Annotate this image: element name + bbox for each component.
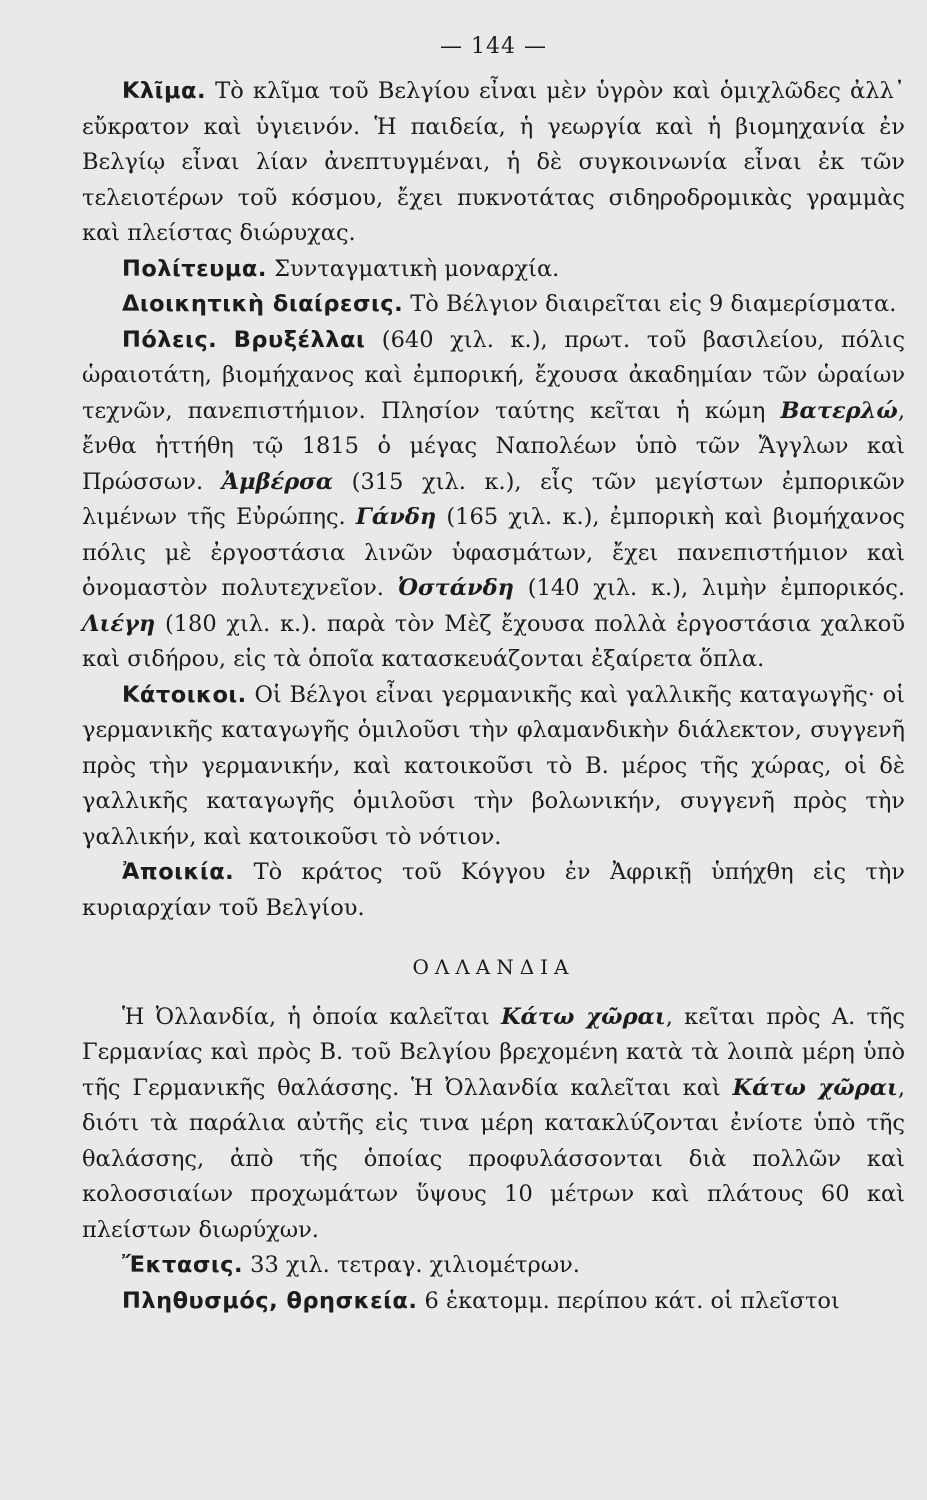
- text-waterloo: , ἔνθα ἡττήθη τῷ 1815 ὁ μέγας Ναπολέων ὑπὸ τῶν Ἄγγλων καὶ Πρώσσων.: [82, 397, 905, 495]
- heading-poleis: Πόλεις.: [122, 326, 218, 353]
- heading-ektasis: Ἔκτασις.: [122, 1252, 243, 1278]
- city-ghent: Γάνδη: [355, 504, 437, 530]
- paragraph-plithysmos: [82, 1284, 905, 1320]
- heading-apoikia: Ἀποικία.: [122, 859, 235, 885]
- text-bruxelles: (640 χιλ. κ.), πρωτ. τοῦ βασιλείου, πόλις ὡραιοτάτη, βιομήχανος καὶ ἐμπορική, ἔχουσα ἀκαδημίαν τῶν ὡραίων τεχνῶν, πανεπιστήμιον. Πλησίον ταύτης κεῖται ἡ κώμη: [82, 326, 906, 424]
- text-antwerp: (315 χιλ. κ.), εἷς τῶν μεγίστων ἐμπορικῶν λιμένων τῆς Εὐρώπης.: [82, 468, 905, 530]
- paragraph-dioikitiki: [82, 287, 905, 323]
- paragraph-katoikoi: [82, 678, 905, 856]
- text-dioikitiki: Τὸ Βέλγιον διαιρεῖται εἰς 9 διαμερίσματα.: [403, 291, 897, 317]
- heading-dioikitiki: Διοικητικὴ διαίρεσις.: [122, 291, 404, 317]
- text-apoikia: Τὸ κράτος τοῦ Κόγγου ἐν Ἀφρικῇ ὑπήχθη εἰς τὴν κυριαρχίαν τοῦ Βελγίου.: [82, 859, 905, 921]
- city-waterloo: Βατερλώ: [780, 397, 898, 424]
- term-kato-chorai-2: Κάτω χῶραι: [732, 1074, 898, 1101]
- text-ghent: (165 χιλ. κ.), ἐμπορικὴ καὶ βιομήχανος πόλις μὲ ἐργοστάσια λινῶν ὑφασμάτων, ἔχει πανεπιστήμιον καὶ ὀνομαστὸν πολυτεχνεῖον.: [82, 504, 906, 601]
- paragraph-hollandia-intro: [82, 1000, 905, 1249]
- text-ektasis: 33 χιλ. τετραγ. χιλιομέτρων.: [243, 1252, 580, 1278]
- city-ostend: Ὀστάνδη: [397, 575, 515, 601]
- paragraph-politeuma: [82, 252, 905, 288]
- section-title-hollandia: ΟΛΛΑΝΔΙΑ: [412, 955, 575, 979]
- paragraph-ektasis: [82, 1248, 905, 1284]
- heading-politeuma: Πολίτευμα.: [122, 255, 267, 282]
- text-katoikoi: Οἱ Βέλγοι εἶναι γερμανικῆς καὶ γαλλικῆς καταγωγῆς· οἱ γερμανικῆς καταγωγῆς ὁμιλοῦσι τὴν φλαμανδικὴν διάλεκτον, συγγενῆ πρὸς τὴν γερμανικήν, καὶ κατοικοῦσι τὸ Β. μέρος τῆς χώρας, οἱ δὲ γαλλικῆς καταγωγῆς ὁμιλοῦσι τὴν βολωνικήν, συγγενῆ πρὸς τὴν γαλλικήν, καὶ κατοικοῦσι τὸ νότιον.: [82, 681, 905, 850]
- text-ostend: (140 χιλ. κ.), λιμὴν ἐμπορικός.: [514, 575, 905, 601]
- text-intro-3: , διότι τὰ παράλια αὐτῆς εἰς τινα μέρη κατακλύζονται ἐνίοτε ὑπὸ τῆς θαλάσσης, ἀπὸ τῆς ὁποίας προφυλάσσονται διὰ πολλῶν καὶ κολοσσιαίων προχωμάτων ὕψους 10 μέτρων καὶ πλάτους 60 καὶ πλείστων διωρύχων.: [82, 1074, 905, 1243]
- text-intro-2: , κεῖται πρὸς Α. τῆς Γερμανίας καὶ πρὸς Β. τοῦ Βελγίου βρεχομένη κατὰ τὰ λοιπὰ μέρη ὑπὸ τῆς Γερμανικῆς θαλάσσης. Ἡ Ὀλλανδία καλεῖται καὶ: [82, 1003, 906, 1101]
- text-liege: (180 χιλ. κ.). παρὰ τὸν Μὲζ ἔχουσα πολλὰ ἐργοστάσια χαλκοῦ καὶ σιδήρου, εἰς τὰ ὁποῖα κατασκευάζονται ἐξαίρετα ὅπλα.: [82, 610, 905, 672]
- paragraph-apoikia: [82, 855, 905, 926]
- text-politeuma: Συνταγματικὴ μοναρχία.: [266, 255, 560, 282]
- text-klima: Τὸ κλῖμα τοῦ Βελγίου εἶναι μὲν ὑγρὸν καὶ ὁμιχλῶδες ἀλλ᾽ εὔκρατον καὶ ὑγιεινόν. Ἡ παιδεία, ἡ γεωργία καὶ ἡ βιομηχανία ἐν Βελγίῳ εἶναι λίαν ἀνεπτυγμέναι, ἡ δὲ συγκοινωνία εἶναι ἐκ τῶν τελειοτέρων τοῦ κόσμου, ἔχει πυκνοτάτας σιδηροδρομικὰς γραμμὰς καὶ πλείστας διώρυχας.: [82, 78, 905, 246]
- heading-klima: Κλῖμα.: [122, 78, 207, 104]
- text-intro-1: Ἡ Ὀλλανδία, ἡ ὁποία καλεῖται: [122, 1003, 501, 1030]
- paragraph-klima: [82, 74, 905, 252]
- city-bruxelles: Βρυξέλλαι: [233, 326, 366, 353]
- city-antwerp: Ἀμβέρσα: [221, 468, 334, 495]
- city-liege: Λιέγη: [82, 610, 156, 637]
- heading-katoikoi: Κάτοικοι.: [122, 681, 247, 708]
- page-number: — 144 —: [440, 34, 547, 59]
- heading-plithysmos: Πληθυσμός, θρησκεία.: [122, 1287, 418, 1314]
- term-kato-chorai-1: Κάτω χῶραι: [500, 1003, 666, 1030]
- paragraph-poleis: [82, 323, 905, 678]
- text-plithysmos: 6 ἑκατομμ. περίπου κάτ. οἱ πλεῖστοι: [417, 1287, 840, 1314]
